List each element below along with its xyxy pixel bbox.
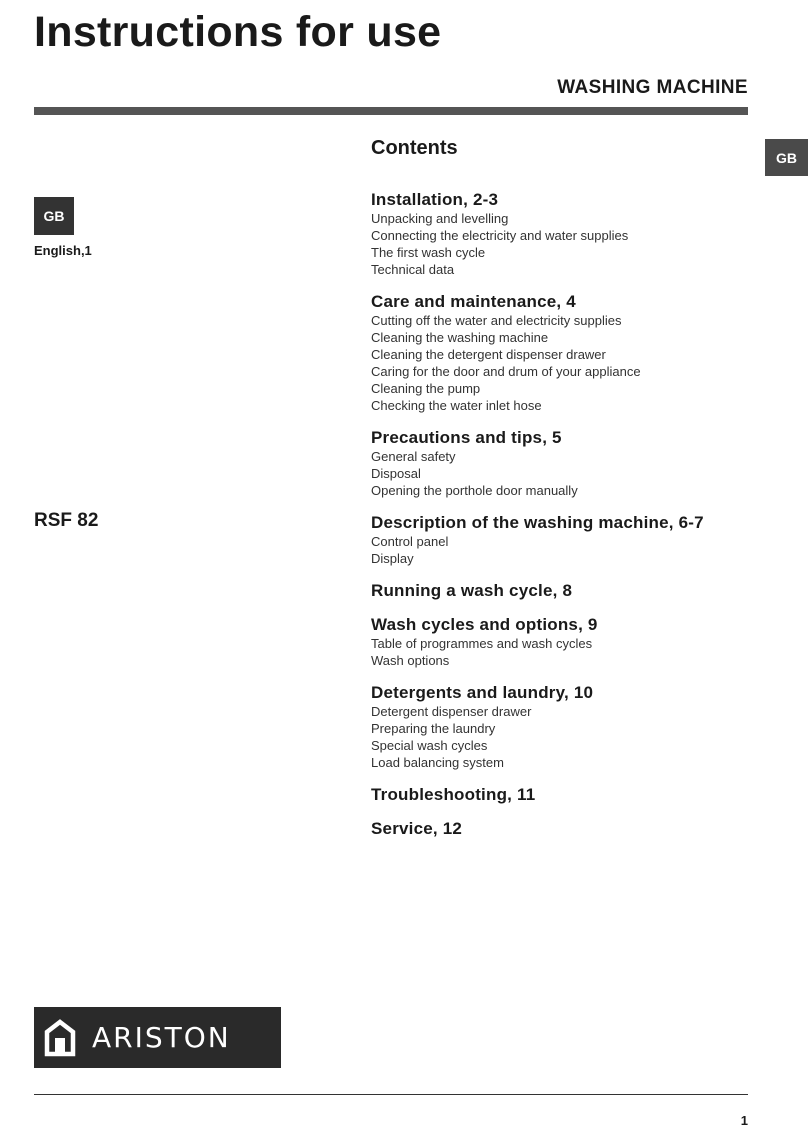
toc-item: Load balancing system [371, 755, 504, 770]
toc-section [371, 818, 751, 839]
toc-item: Control panel [371, 534, 449, 549]
toc-section-title: Running a wash cycle, 8 [371, 581, 573, 600]
page-title: Instructions for use [34, 8, 442, 56]
toc-item: Table of programmes and wash cycles [371, 636, 593, 651]
footer-divider [34, 1094, 748, 1095]
language-label: English,1 [34, 243, 92, 258]
toc-item: Disposal [371, 466, 421, 481]
header-divider [34, 107, 748, 115]
toc-item: Wash options [371, 653, 450, 668]
toc-section [371, 682, 751, 771]
toc-item: General safety [371, 449, 456, 464]
toc-section [371, 512, 751, 567]
toc-section-title: Description of the washing machine, 6-7 [371, 513, 704, 532]
toc-section [371, 580, 751, 601]
toc-item: Display [371, 551, 414, 566]
toc-item: Checking the water inlet hose [371, 398, 542, 413]
language-side-tab: GB [765, 139, 808, 176]
toc-section-title: Detergents and laundry, 10 [371, 683, 594, 702]
toc-item: Preparing the laundry [371, 721, 496, 736]
language-badge: GB [34, 197, 74, 235]
toc-item: Cutting off the water and electricity supplies [371, 313, 622, 328]
toc-section-title: Service, 12 [371, 819, 463, 838]
toc-section [371, 291, 751, 414]
toc-item: Cleaning the washing machine [371, 330, 549, 345]
toc-item: Technical data [371, 262, 455, 277]
toc-item: Unpacking and levelling [371, 211, 509, 226]
toc-item: Cleaning the pump [371, 381, 481, 396]
toc-section-title: Wash cycles and options, 9 [371, 615, 598, 634]
logo-text: ARISTON [92, 1021, 231, 1054]
toc-section-title: Precautions and tips, 5 [371, 428, 562, 447]
toc-section [371, 189, 751, 278]
toc-section [371, 784, 751, 805]
model-number: RSF 82 [34, 510, 99, 531]
page-number: 1 [740, 1113, 748, 1128]
toc-item: Detergent dispenser drawer [371, 704, 532, 719]
toc-item: Opening the porthole door manually [371, 483, 578, 498]
toc-item: The first wash cycle [371, 245, 486, 260]
toc-item: Cleaning the detergent dispenser drawer [371, 347, 606, 362]
ariston-logo [34, 1007, 281, 1068]
document-subtitle: WASHING MACHINE [557, 77, 748, 98]
toc-section-title: Installation, 2-3 [371, 190, 499, 209]
contents-heading: Contents [371, 137, 458, 159]
table-of-contents [371, 189, 751, 852]
toc-item: Connecting the electricity and water supplies [371, 228, 629, 243]
toc-item: Special wash cycles [371, 738, 488, 753]
toc-section [371, 427, 751, 499]
toc-section [371, 614, 751, 669]
house-icon [44, 1019, 76, 1057]
toc-section-title: Care and maintenance, 4 [371, 292, 576, 311]
toc-item: Caring for the door and drum of your appliance [371, 364, 641, 379]
toc-section-title: Troubleshooting, 11 [371, 785, 536, 804]
